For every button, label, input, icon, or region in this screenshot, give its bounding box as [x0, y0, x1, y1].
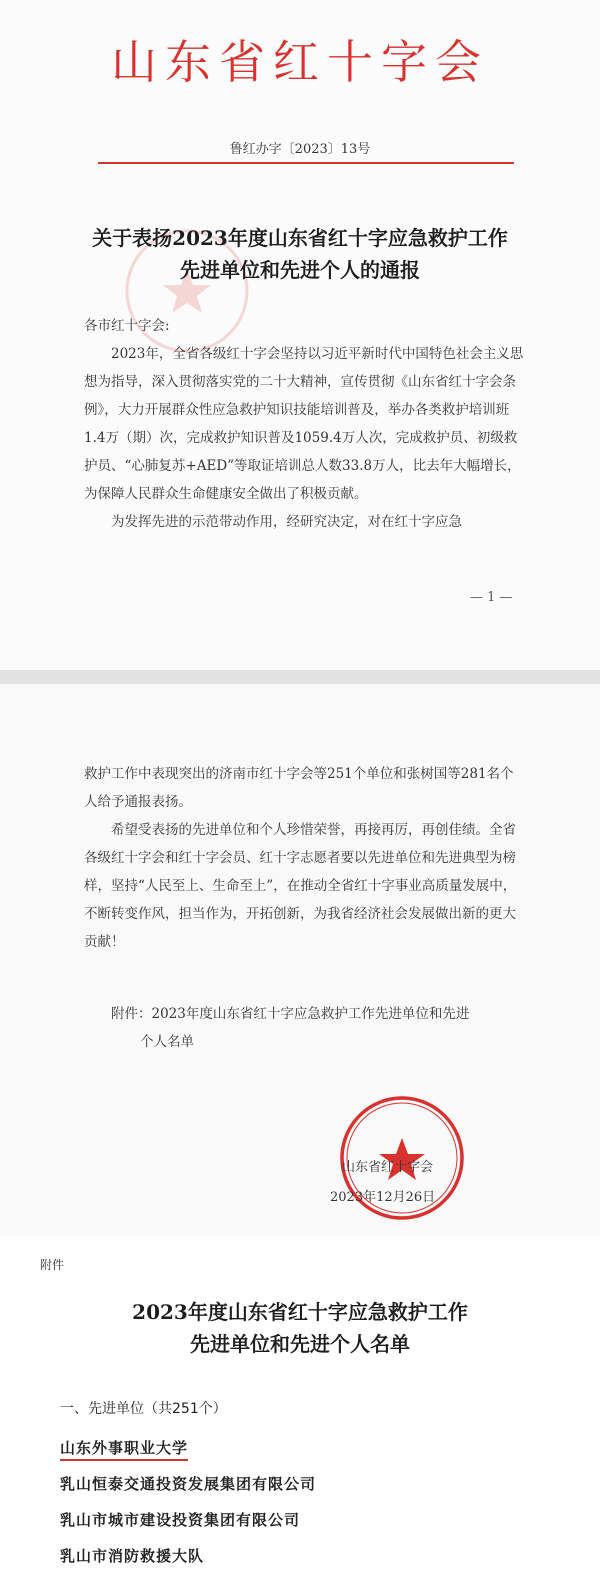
annex-title	[40, 1296, 560, 1360]
document-page-1	[0, 0, 600, 670]
notice-title-line1: 关于表扬2023年度山东省红十字应急救护工作	[92, 226, 508, 250]
annex-label: 附件	[40, 1258, 65, 1272]
notice-title-line2: 先进单位和先进个人的通报	[180, 258, 420, 282]
unit-name-highlighted: 山东外事职业大学	[60, 1439, 188, 1461]
red-divider	[98, 162, 514, 164]
notice-body-page1	[84, 312, 524, 536]
paragraph-2-start: 为发挥先进的示范带动作用，经研究决定，对在红十字应急	[111, 514, 462, 530]
signature-org: 山东省红十字会	[342, 1160, 434, 1175]
salutation: 各市红十字会:	[84, 318, 170, 334]
document-number: 鲁红办字〔2023〕13号	[229, 142, 371, 157]
paragraph-2-end: 救护工作中表现突出的济南市红十字会等251个单位和张树国等281名个人给予通报表扬。	[84, 766, 514, 810]
list-item: 乳山市城市建设投资集团有限公司	[60, 1511, 301, 1529]
page-separator	[0, 670, 600, 684]
list-item: 乳山市消防救援大队	[60, 1547, 205, 1565]
page-number: — 1 —	[470, 590, 513, 605]
signature-date: 2023年12月26日	[330, 1190, 436, 1205]
annex-title-line1: 2023年度山东省红十字应急救护工作	[132, 1300, 468, 1324]
paragraph-1: 2023年，全省各级红十字会坚持以习近平新时代中国特色社会主义思想为指导，深入贯彻落实党的二十大精神，宣传贯彻《山东省红十字会条例》，大力开展群众性应急救护知识技能培训普及，举办各类救护培训班1.4万（期）次，完成救护知识普及1059.4万人次，完成救护员、初级救护员、“心肺复苏+AED”等取证培训总人数33.8万人，比去年大幅增长，为保障人民群众生命健康安全做出了积极贡献。	[84, 346, 524, 502]
org-header-title: 山东省红十字会	[111, 35, 489, 89]
notice-body-page2	[84, 760, 524, 956]
unit-list	[60, 1434, 520, 1578]
attachment-line-2: 个人名单	[140, 1034, 194, 1050]
section-heading: 一、先进单位（共251个）	[60, 1401, 227, 1417]
paragraph-3: 希望受表扬的先进单位和个人珍惜荣誉，再接再厉，再创佳绩。全省各级红十字会和红十字会员、红十字志愿者要以先进单位和先进典型为榜样，坚持“人民至上、生命至上”，在推动全省红十字事业高质量发展中，不断转变作风，担当作为，开拓创新，为我省经济社会发展做出新的更大贡献！	[84, 822, 517, 950]
list-item	[60, 1434, 520, 1470]
notice-title	[50, 222, 550, 286]
list-item: 乳山恒泰交通投资发展集团有限公司	[60, 1475, 317, 1493]
annex-title-line2: 先进单位和先进个人名单	[190, 1332, 410, 1356]
attachment-line-1: 附件：2023年度山东省红十字应急救护工作先进单位和先进	[111, 1006, 470, 1022]
attachment-note	[84, 1000, 524, 1056]
